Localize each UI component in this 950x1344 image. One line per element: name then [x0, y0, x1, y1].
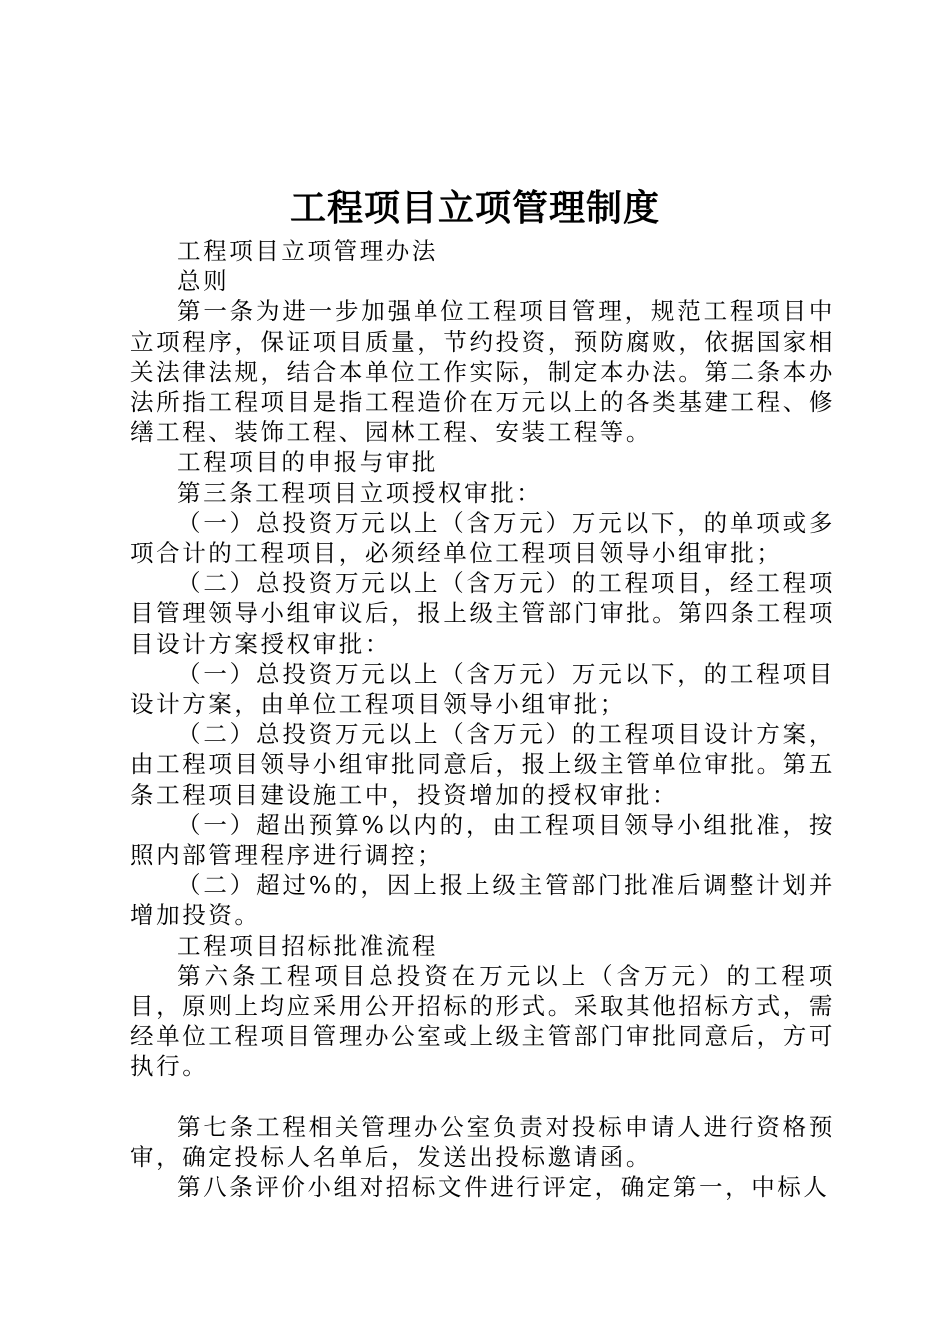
paragraph: 第三条工程项目立项授权审批：	[177, 478, 543, 507]
paragraph: 第八条评价小组对招标文件进行评定，确定第一，中标人	[177, 1173, 830, 1202]
paragraph: 第六条工程项目总投资在万元以上（含万元）的工程项目，原则上均应采用公开招标的形式。采取其他招标方式，需经单位工程项目管理办公室或上级主管部门审批同意后，方可执行。	[130, 961, 835, 1081]
paragraph: 第七条工程相关管理办公室负责对投标申请人进行资格预审，确定投标人名单后，发送出投标邀请函。	[130, 1112, 835, 1172]
paragraph: （一）超出预算%以内的，由工程项目领导小组批准，按照内部管理程序进行调控；	[130, 810, 835, 870]
paragraph: 总则	[177, 267, 230, 296]
paragraph: （二）总投资万元以上（含万元）的工程项目，经工程项目管理领导小组审议后，报上级主管部门审批。第四条工程项目设计方案授权审批：	[130, 569, 835, 658]
blank-line	[130, 1082, 835, 1112]
paragraph: （一）总投资万元以上（含万元）万元以下，的工程项目设计方案，由单位工程项目领导小组审批；	[130, 659, 835, 719]
paragraph: 第一条为进一步加强单位工程项目管理，规范工程项目中立项程序，保证项目质量，节约投资，预防腐败，依据国家相关法律法规，结合本单位工作实际，制定本办法。第二条本办法所指工程项目是指工程造价在万元以上的各类基建工程、修缮工程、装饰工程、园林工程、安装工程等。	[130, 297, 835, 447]
paragraph: （二）超过%的，因上报上级主管部门批准后调整计划并增加投资。	[130, 871, 835, 930]
paragraph: 工程项目招标批准流程	[177, 931, 438, 960]
paragraph: （二）总投资万元以上（含万元）的工程项目设计方案，由工程项目领导小组审批同意后，报上级主管单位审批。第五条工程项目建设施工中，投资增加的授权审批：	[130, 720, 835, 809]
document-title: 工程项目立项管理制度	[289, 187, 660, 229]
document-body	[130, 236, 835, 1202]
paragraph: （一）总投资万元以上（含万元）万元以下，的单项或多项合计的工程项目，必须经单位工程项目领导小组审批；	[130, 508, 835, 568]
paragraph: 工程项目的申报与审批	[177, 448, 438, 477]
paragraph: 工程项目立项管理办法	[177, 237, 438, 265]
